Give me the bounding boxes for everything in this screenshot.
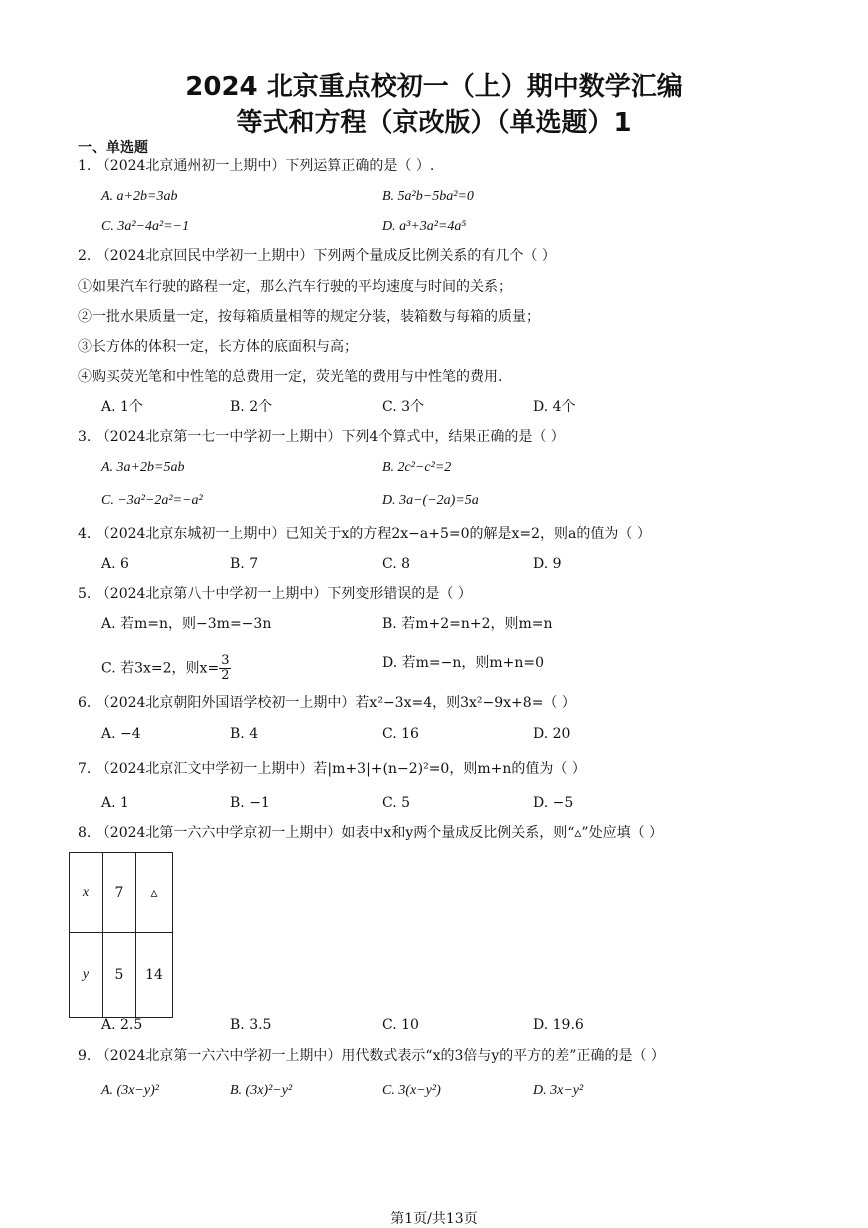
question-3-stem: 3. （2024北京第一七一中学初一上期中）下列4个算式中，结果正确的是（ ） [78, 429, 565, 445]
q8-option-b: B. 3.5 [230, 1017, 272, 1033]
question-7-stem: 7. （2024北京汇文中学初一上期中）若|m+3|+(n−2)²=0，则m+n的值为（ ） [78, 761, 586, 777]
xy-table [69, 852, 173, 1018]
table-cell: ▵ [136, 853, 173, 933]
q7-option-b: B. −1 [230, 795, 270, 811]
q2-item-2: ②一批水果质量一定，按每箱质量相等的规定分装，装箱数与每箱的质量； [78, 309, 540, 325]
question-2-stem: 2. （2024北京回民中学初一上期中）下列两个量成反比例关系的有几个（ ） [78, 248, 556, 264]
document-subtitle: 等式和方程（京改版）（单选题）1 [236, 108, 632, 138]
section-heading: 一、单选题 [78, 140, 148, 156]
q1-option-c: C. 3a²−4a²=−1 [101, 219, 190, 234]
table-row [70, 933, 173, 1018]
q2-item-1: ①如果汽车行驶的路程一定，那么汽车行驶的平均速度与时间的关系； [78, 279, 512, 295]
table-row [70, 853, 173, 933]
q3-option-c: C. −3a²−2a²=−a² [101, 493, 203, 508]
q8-option-d: D. 19.6 [533, 1017, 584, 1033]
table-cell: 14 [136, 933, 173, 1018]
q6-option-b: B. 4 [230, 726, 259, 742]
q3-option-a: A. 3a+2b=5ab [101, 460, 185, 475]
q6-option-a: A. −4 [101, 726, 141, 742]
fraction-numerator: 3 [221, 653, 230, 668]
q2-option-b: B. 2个 [230, 399, 273, 415]
q4-option-a: A. 6 [101, 556, 129, 572]
q1-option-b: B. 5a²b−5ba²=0 [382, 189, 474, 204]
q4-option-b: B. 7 [230, 556, 259, 572]
q4-option-d: D. 9 [533, 556, 562, 572]
q5-option-a: A. 若m=n，则−3m=−3n [101, 616, 272, 632]
q6-option-c: C. 16 [382, 726, 419, 742]
question-8-stem: 8. （2024北第一六六中学京初一上期中）如表中x和y两个量成反比例关系，则“▵”处应填（ ） [78, 825, 664, 841]
q2-item-3: ③长方体的体积一定，长方体的底面积与高； [78, 339, 358, 355]
fraction-denominator: 2 [221, 668, 230, 683]
q9-option-c: C. 3(x−y²) [382, 1083, 441, 1098]
q8-option-a: A. 2.5 [101, 1017, 143, 1033]
table-cell: 5 [103, 933, 136, 1018]
q9-option-b: B. (3x)²−y² [230, 1083, 293, 1098]
q2-option-c: C. 3个 [382, 399, 425, 415]
q2-option-a: A. 1个 [101, 399, 143, 415]
q3-option-b: B. 2c²−c²=2 [382, 460, 452, 475]
q5-option-c-text: C. 若3x=2，则x= [101, 660, 220, 677]
q8-option-c: C. 10 [382, 1017, 419, 1033]
q5-option-b: B. 若m+2=n+2，则m=n [382, 616, 553, 632]
q3-option-d: D. 3a−(−2a)=5a [382, 493, 479, 508]
document-title: 2024 北京重点校初一（上）期中数学汇编 [185, 72, 683, 102]
page-footer: 第1页/共13页 [390, 1211, 478, 1227]
q9-option-a: A. (3x−y)² [101, 1083, 159, 1098]
q2-item-4: ④购买荧光笔和中性笔的总费用一定，荧光笔的费用与中性笔的费用. [78, 369, 503, 385]
q7-option-a: A. 1 [101, 795, 129, 811]
table-cell: y [70, 933, 103, 1018]
question-4-stem: 4. （2024北京东城初一上期中）已知关于x的方程2x−a+5=0的解是x=2，则a的值为（ ） [78, 526, 651, 542]
table-cell: x [70, 853, 103, 933]
fraction [219, 654, 231, 683]
q1-option-a: A. a+2b=3ab [101, 189, 178, 204]
question-1-stem: 1. （2024北京通州初一上期中）下列运算正确的是（ ）. [78, 158, 435, 174]
q5-option-c [101, 654, 231, 683]
table-cell: 7 [103, 853, 136, 933]
question-5-stem: 5. （2024北京第八十中学初一上期中）下列变形错误的是（ ） [78, 586, 472, 602]
q9-option-d: D. 3x−y² [533, 1083, 584, 1098]
q4-option-c: C. 8 [382, 556, 411, 572]
q7-option-d: D. −5 [533, 795, 574, 811]
question-9-stem: 9. （2024北京第一六六中学初一上期中）用代数式表示“x的3倍与y的平方的差”正确的是（ ） [78, 1048, 665, 1064]
q6-option-d: D. 20 [533, 726, 571, 742]
q2-option-d: D. 4个 [533, 399, 576, 415]
q1-option-d: D. a³+3a²=4a⁵ [382, 219, 467, 234]
question-6-stem: 6. （2024北京朝阳外国语学校初一上期中）若x²−3x=4，则3x²−9x+8=（ ） [78, 695, 576, 711]
q7-option-c: C. 5 [382, 795, 411, 811]
q5-option-d: D. 若m=−n，则m+n=0 [382, 655, 545, 671]
